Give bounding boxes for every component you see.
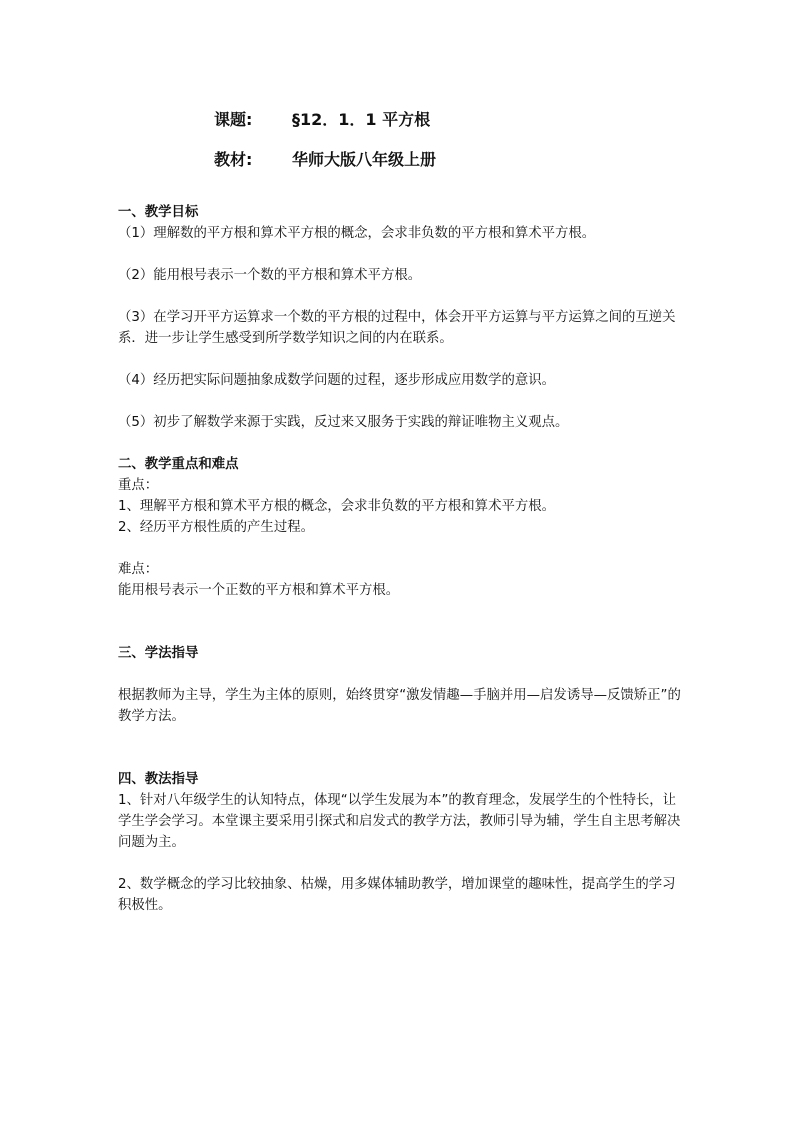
- difficult-points-label: 难点：: [118, 562, 159, 577]
- objective-item-4: （4）经历把实际问题抽象成数学问题的过程，逐步形成应用数学的意识。: [118, 373, 556, 388]
- objective-item-3: （3）在学习开平方运算求一个数的平方根的过程中，体会开平方运算与平方运算之间的互逆关系．进一步让学生感受到所学数学知识之间的内在联系。: [118, 310, 676, 346]
- teaching-guidance-item-1: 1、针对八年级学生的认知特点，体现“以学生发展为本”的教育理念，发展学生的个性特长，让学生学会学习。本堂课主要采用引探式和启发式的教学方法，教师引导为辅，学生自主思考解决问题为主。: [118, 793, 681, 850]
- section-title-objectives: 一、教学目标: [118, 205, 199, 220]
- key-point-item-1: 1、理解平方根和算术平方根的概念，会求非负数的平方根和算术平方根。: [118, 499, 556, 514]
- topic-label: 课题:: [214, 110, 253, 129]
- key-point-item-2: 2、经历平方根性质的产生过程。: [118, 520, 314, 535]
- topic-value: §12．1．1 平方根: [292, 110, 431, 129]
- textbook-line: [214, 147, 436, 170]
- objective-item-2: （2）能用根号表示一个数的平方根和算术平方根。: [118, 268, 422, 283]
- textbook-label: 教材:: [214, 150, 253, 169]
- learning-guidance-text: 根据教师为主导，学生为主体的原则，始终贯穿“激发情趣—手脑并用—启发诱导—反馈矫正”的教学方法。: [118, 688, 681, 724]
- objective-item-5: （5）初步了解数学来源于实践，反过来又服务于实践的辩证唯物主义观点。: [118, 415, 569, 430]
- difficult-point-text: 能用根号表示一个正数的平方根和算术平方根。: [118, 583, 400, 598]
- section-title-teaching-guidance: 四、教法指导: [118, 772, 199, 787]
- document-body: [118, 202, 682, 916]
- topic-line: [214, 107, 430, 130]
- objective-item-1: （1）理解数的平方根和算术平方根的概念，会求非负数的平方根和算术平方根。: [118, 226, 596, 241]
- section-title-learning-guidance: 三、学法指导: [118, 646, 199, 661]
- section-title-key-points: 二、教学重点和难点: [118, 457, 239, 472]
- key-points-label: 重点：: [118, 478, 159, 493]
- textbook-value: 华师大版八年级上册: [292, 150, 437, 169]
- teaching-guidance-item-2: 2、数学概念的学习比较抽象、枯燥，用多媒体辅助教学，增加课堂的趣味性，提高学生的学习积极性。: [118, 877, 676, 913]
